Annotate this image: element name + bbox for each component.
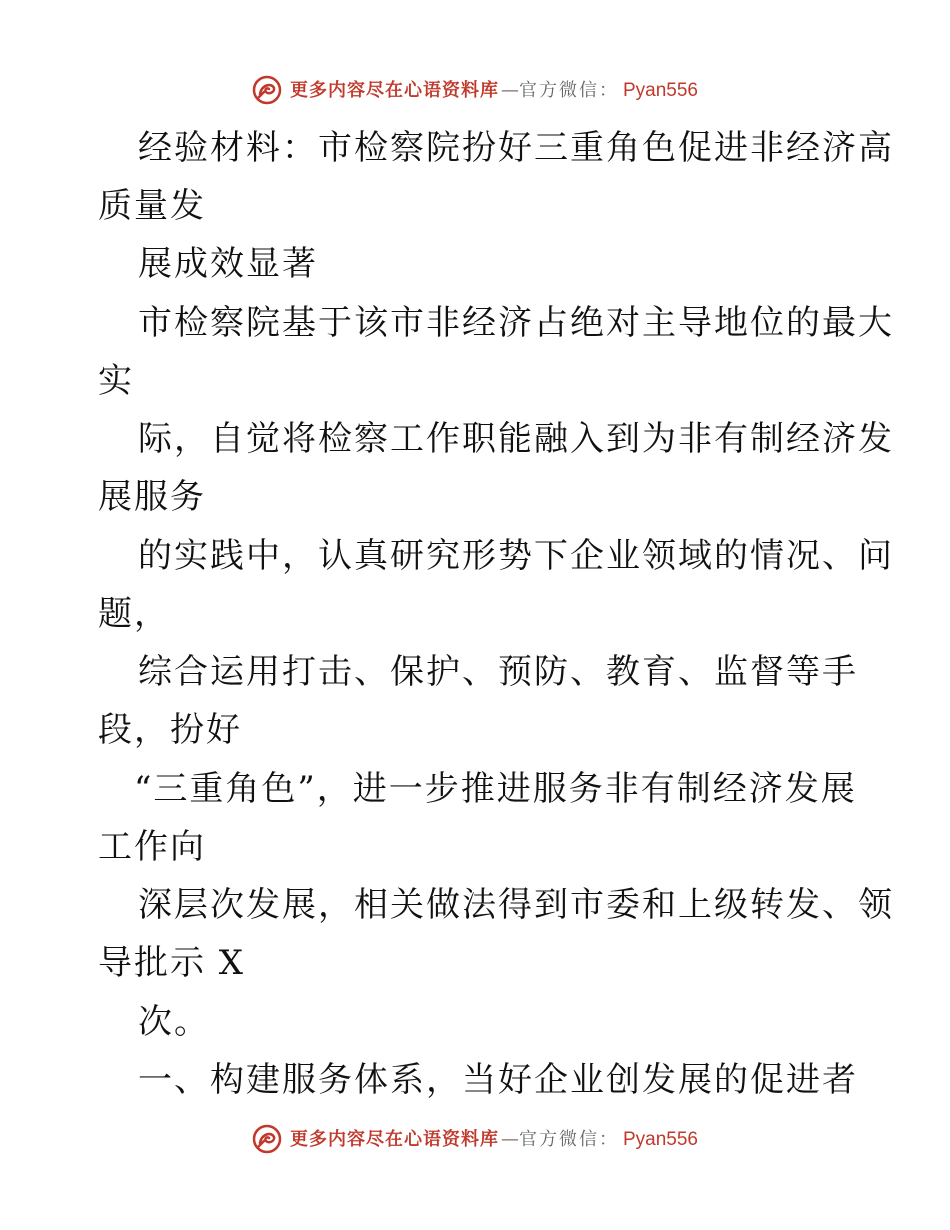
doc-title-line-2: 质量发 — [98, 186, 206, 226]
doc-section-heading: 一、构建服务体系，当好企业创发展的促进者 — [138, 1060, 858, 1100]
doc-paragraph-line: 深层次发展，相关做法得到市委和上级转发、领 — [138, 885, 894, 925]
doc-paragraph-line: 展服务 — [98, 477, 206, 517]
watermark-separator: — — [500, 79, 519, 101]
doc-paragraph-line: 综合运用打击、保护、预防、教育、监督等手 — [138, 652, 858, 692]
watermark-wechat-id: Pyan556 — [622, 1128, 698, 1150]
watermark-wechat-id: Pyan556 — [622, 79, 698, 101]
watermark-main-text: 更多内容尽在心语资料库 — [289, 1128, 499, 1150]
doc-paragraph-line: 导批示 X — [98, 943, 246, 983]
watermark-wechat-label: 官方微信： — [518, 79, 619, 101]
doc-paragraph-line: 实 — [98, 361, 134, 401]
doc-paragraph-line: 段，扮好 — [98, 710, 242, 750]
watermark-banner-bottom — [0, 1117, 950, 1161]
doc-paragraph-line: 题， — [98, 594, 170, 634]
doc-title-line-3: 展成效显著 — [138, 244, 318, 284]
watermark-wechat-label: 官方微信： — [518, 1128, 619, 1150]
doc-paragraph-line: 市检察院基于该市非经济占绝对主导地位的最大 — [138, 303, 894, 343]
doc-paragraph-line: 工作向 — [98, 827, 206, 867]
watermark-main-text: 更多内容尽在心语资料库 — [289, 79, 499, 101]
red-swirl-logo-icon — [252, 1124, 282, 1154]
watermark-separator: — — [500, 1128, 519, 1150]
doc-paragraph-line: “三重角色”，进一步推进服务非有制经济发展 — [134, 769, 857, 809]
doc-paragraph-line: 际，自觉将检察工作职能融入到为非有制经济发 — [138, 419, 894, 459]
watermark-text — [290, 1130, 698, 1149]
doc-paragraph-line: 的实践中，认真研究形势下企业领域的情况、问 — [138, 536, 894, 576]
doc-paragraph-line: 次。 — [138, 1002, 210, 1042]
doc-title-line-1: 经验材料：市检察院扮好三重角色促进非经济高 — [138, 128, 894, 168]
